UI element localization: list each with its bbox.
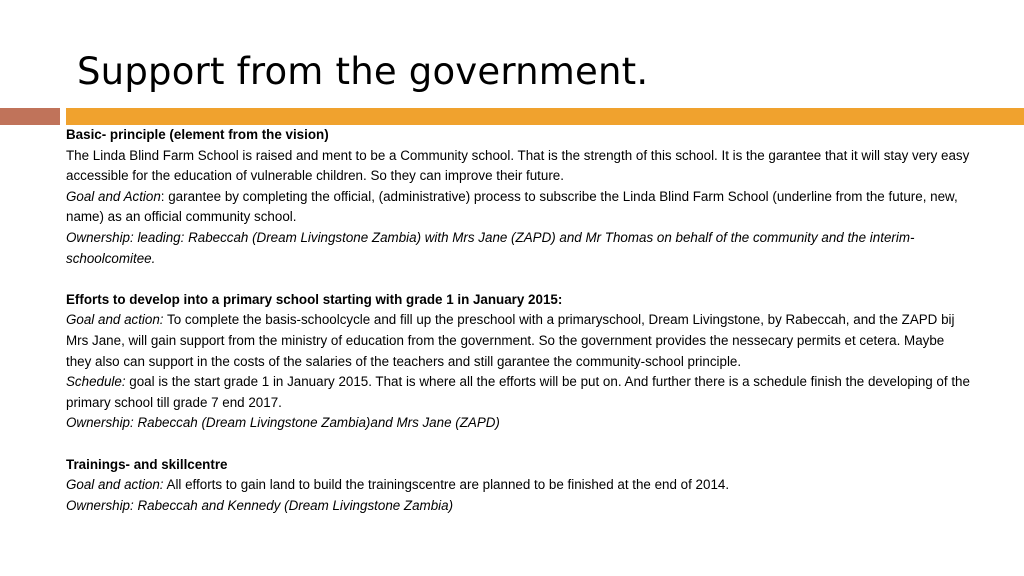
efforts-schedule (66, 372, 971, 413)
efforts-goal-label: Goal and action: (66, 312, 164, 328)
trainings-goal-label: Goal and action: (66, 477, 164, 493)
trainings-goal-text: All efforts to gain land to build the trainingscentre are planned to be finished at the end of 2014. (163, 477, 730, 493)
efforts-ownership: Ownership: Rabeccah (Dream Livingstone Zambia)and Mrs Jane (ZAPD) (66, 415, 500, 431)
efforts-goal (66, 310, 971, 372)
slide-title: Support from the government. (77, 50, 649, 93)
efforts-goal-text: To complete the basis-schoolcycle and fill up the preschool with a primaryschool, Dream Livingstone, by Rabeccah, and the ZAPD bij Mrs Jane, will gain support from the ministry of education from the government. So the government provides the nessecary permits et cetera. Maybe they also can support in the costs of the salaries of the teachers and still garantee the community-school principle. (66, 312, 955, 369)
spacer (66, 269, 971, 290)
trainings-goal (66, 475, 971, 496)
basic-ownership: Ownership: leading: Rabeccah (Dream Livingstone Zambia) with Mrs Jane (ZAPD) and Mr Thomas on behalf of the community and the interim-schoolcomitee. (66, 229, 915, 266)
accent-bar-right (66, 108, 1024, 125)
basic-body: The Linda Blind Farm School is raised and ment to be a Community school. That is the strength of this school. It is the garantee that it will stay very easy accessible for the education of vulnerable children. So they can improve their future. (66, 147, 970, 184)
efforts-schedule-label: Schedule: (66, 374, 126, 390)
efforts-heading: Efforts to develop into a primary school starting with grade 1 in January 2015: (66, 291, 563, 307)
basic-goal-text: : garantee by completing the official, (administrative) process to subscribe the Linda Blind Farm School (underline from the future, new, name) as an official community school. (66, 188, 958, 225)
basic-goal-label: Goal and Action (66, 188, 161, 204)
slide-content (66, 125, 971, 516)
efforts-schedule-text: goal is the start grade 1 in January 2015. That is where all the efforts will be put on. And further there is a schedule finish the developing of the primary school till grade 7 end 2017. (66, 374, 970, 410)
accent-bar-left (0, 108, 60, 125)
trainings-heading: Trainings- and skillcentre (66, 456, 228, 472)
basic-heading: Basic- principle (element from the vision) (66, 127, 329, 142)
basic-goal (66, 187, 971, 228)
spacer (66, 434, 971, 455)
trainings-ownership: Ownership: Rabeccah and Kennedy (Dream Livingstone Zambia) (66, 497, 454, 513)
